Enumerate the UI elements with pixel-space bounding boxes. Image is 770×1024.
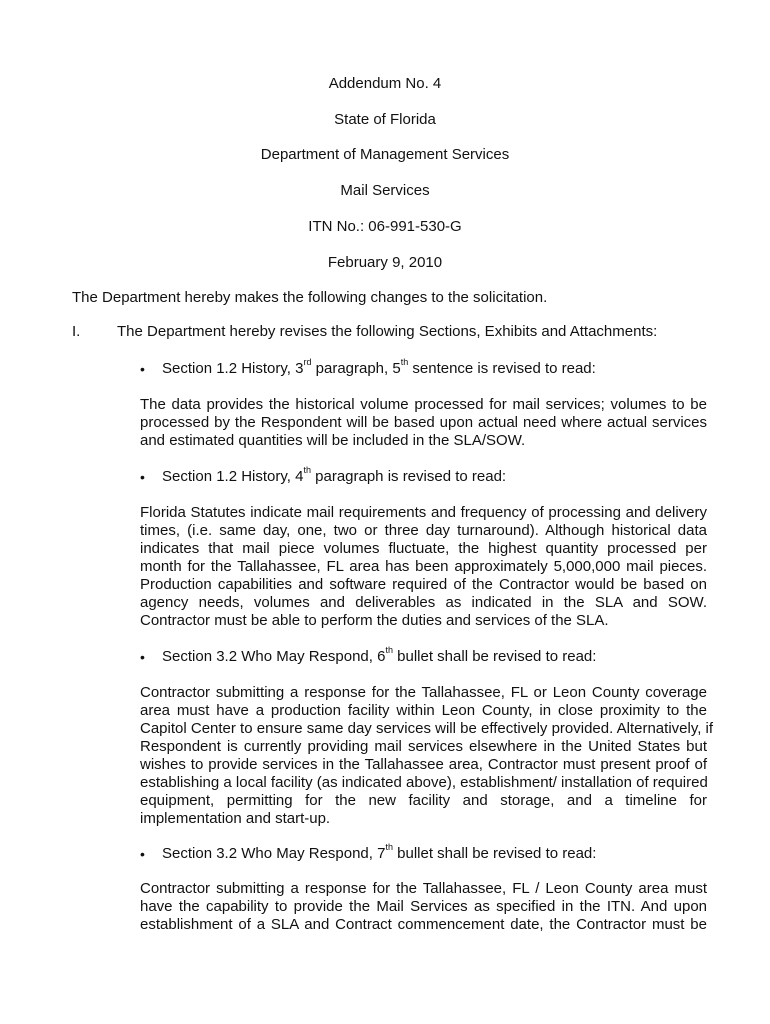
paragraph-line: wishes to provide services in the Tallahassee area, Contractor must present proof of [140, 756, 707, 773]
paragraph-line: implementation and start-up. [140, 810, 331, 827]
bullet-heading: Section 1.2 History, 3rd paragraph, 5th sentence is revised to read: [162, 357, 596, 377]
bullet-marker: • [140, 469, 145, 485]
paragraph-line: Contractor must be able to perform the duties and services of the SLA. [140, 612, 609, 629]
section-heading: The Department hereby revises the following Sections, Exhibits and Attachments: [117, 323, 658, 340]
paragraph-line: agency needs, volumes and deliverables as indicated in the SLA and SOW. [140, 594, 707, 611]
document-date: February 9, 2010 [327, 254, 443, 271]
paragraph-line: establishing a local facility (as indicated above), establishment/ installation of required [140, 774, 708, 791]
paragraph-line: and estimated quantities will be included in the SLA/SOW. [140, 432, 526, 449]
paragraph-line: The data provides the historical volume processed for mail services; volumes to be [140, 396, 707, 413]
bullet-heading: Section 3.2 Who May Respond, 7th bullet shall be revised to read: [162, 842, 597, 862]
service-name: Mail Services [340, 182, 430, 199]
intro-statement: The Department hereby makes the following changes to the solicitation. [72, 289, 548, 306]
revision-paragraph [140, 504, 707, 630]
bullet-heading: Section 1.2 History, 4th paragraph is revised to read: [162, 465, 507, 485]
paragraph-line: equipment, permitting for the new facility and storage, and a timeline for [140, 792, 707, 809]
state-name: State of Florida [334, 111, 436, 128]
paragraph-line: establishment of a SLA and Contract commencement date, the Contractor must be [140, 916, 707, 933]
paragraph-line: Capitol Center to ensure same day services will be effectively provided. Alternatively, if [140, 720, 714, 737]
paragraph-line: indicates that mail piece volumes fluctuate, the highest quantity processed per [140, 540, 707, 557]
paragraph-line: Respondent is currently providing mail services elsewhere in the United States but [140, 738, 707, 755]
revision-paragraph [140, 684, 714, 828]
paragraph-line: have the capability to provide the Mail Services as specified in the ITN. And upon [140, 898, 707, 915]
bullet-marker: • [140, 361, 145, 377]
department-name: Department of Management Services [260, 146, 510, 163]
bullet-marker: • [140, 649, 145, 665]
section-number: I. [72, 323, 81, 340]
paragraph-line: times, (i.e. same day, one, two or three day turnaround). Although historical data [140, 522, 707, 539]
paragraph-line: Florida Statutes indicate mail requirements and frequency of processing and delivery [140, 504, 707, 521]
paragraph-line: area must have a production facility within Leon County, in close proximity to the [140, 702, 707, 719]
paragraph-line: processed by the Respondent will be based upon actual need where actual services [140, 414, 707, 431]
paragraph-line: Production capabilities and software required of the Contractor would be based on [140, 576, 707, 593]
itn-number: ITN No.: 06-991-530-G [308, 218, 462, 235]
addendum-title: Addendum No. 4 [328, 75, 442, 92]
bullet-marker: • [140, 846, 145, 862]
paragraph-line: month for the Tallahassee, FL area has been approximately 5,000,000 mail pieces. [140, 558, 707, 575]
paragraph-line: Contractor submitting a response for the Tallahassee, FL or Leon County coverage [140, 684, 707, 701]
revision-paragraph [140, 880, 707, 934]
revision-paragraph [140, 396, 707, 450]
paragraph-line: Contractor submitting a response for the Tallahassee, FL / Leon County area must [140, 880, 707, 897]
bullet-heading: Section 3.2 Who May Respond, 6th bullet shall be revised to read: [162, 645, 597, 665]
